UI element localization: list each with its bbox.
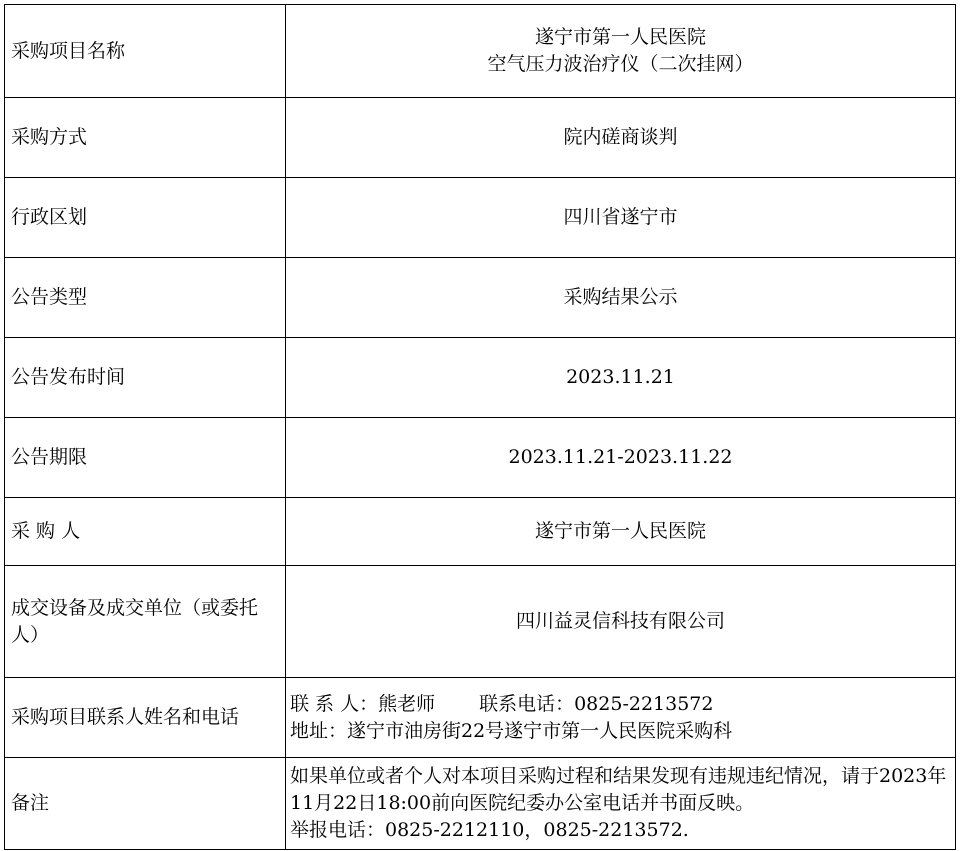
region-value: 四川省遂宁市	[286, 178, 956, 258]
period-value: 2023.11.21-2023.11.22	[286, 418, 956, 498]
contact-line1	[290, 691, 949, 718]
row-method	[5, 98, 956, 178]
method-value: 院内磋商谈判	[286, 98, 956, 178]
notice-type-value: 采购结果公示	[286, 258, 956, 338]
method-label: 采购方式	[5, 98, 286, 178]
row-notice-type	[5, 258, 956, 338]
contact-person: 联 系 人：熊老师	[290, 692, 436, 715]
contact-value	[286, 678, 956, 758]
publish-time-value: 2023.11.21	[286, 338, 956, 418]
project-name-value	[286, 5, 956, 98]
row-region	[5, 178, 956, 258]
row-period	[5, 418, 956, 498]
contact-phone: 联系电话：0825-2213572	[479, 692, 714, 715]
notice-table	[4, 4, 956, 850]
project-name-line2: 空气压力波治疗仪（二次挂网）	[487, 53, 754, 75]
row-publish-time	[5, 338, 956, 418]
publish-time-label: 公告发布时间	[5, 338, 286, 418]
project-name-line1: 遂宁市第一人民医院	[534, 26, 706, 48]
contact-address: 地址：遂宁市油房街22号遂宁市第一人民医院采购科	[290, 719, 733, 742]
row-project-name	[5, 5, 956, 98]
row-remarks	[5, 758, 956, 850]
winner-value: 四川益灵信科技有限公司	[286, 566, 956, 678]
period-label: 公告期限	[5, 418, 286, 498]
report-phone: 举报电话：0825-2212110，0825-2213572.	[290, 819, 689, 841]
notice-type-label: 公告类型	[5, 258, 286, 338]
remarks-value	[286, 758, 956, 850]
contact-label: 采购项目联系人姓名和电话	[5, 678, 286, 758]
remarks-label: 备注	[5, 758, 286, 850]
row-winner	[5, 566, 956, 678]
row-contact	[5, 678, 956, 758]
purchaser-value: 遂宁市第一人民医院	[286, 498, 956, 566]
remarks-text: 如果单位或者个人对本项目采购过程和结果发现有违规违纪情况，请于2023年11月22日18:00前向医院纪委办公室电话并书面反映。	[290, 765, 947, 814]
purchaser-label: 采 购 人	[5, 498, 286, 566]
region-label: 行政区划	[5, 178, 286, 258]
winner-label: 成交设备及成交单位（或委托人）	[5, 566, 286, 678]
project-name-label: 采购项目名称	[5, 5, 286, 98]
row-purchaser	[5, 498, 956, 566]
